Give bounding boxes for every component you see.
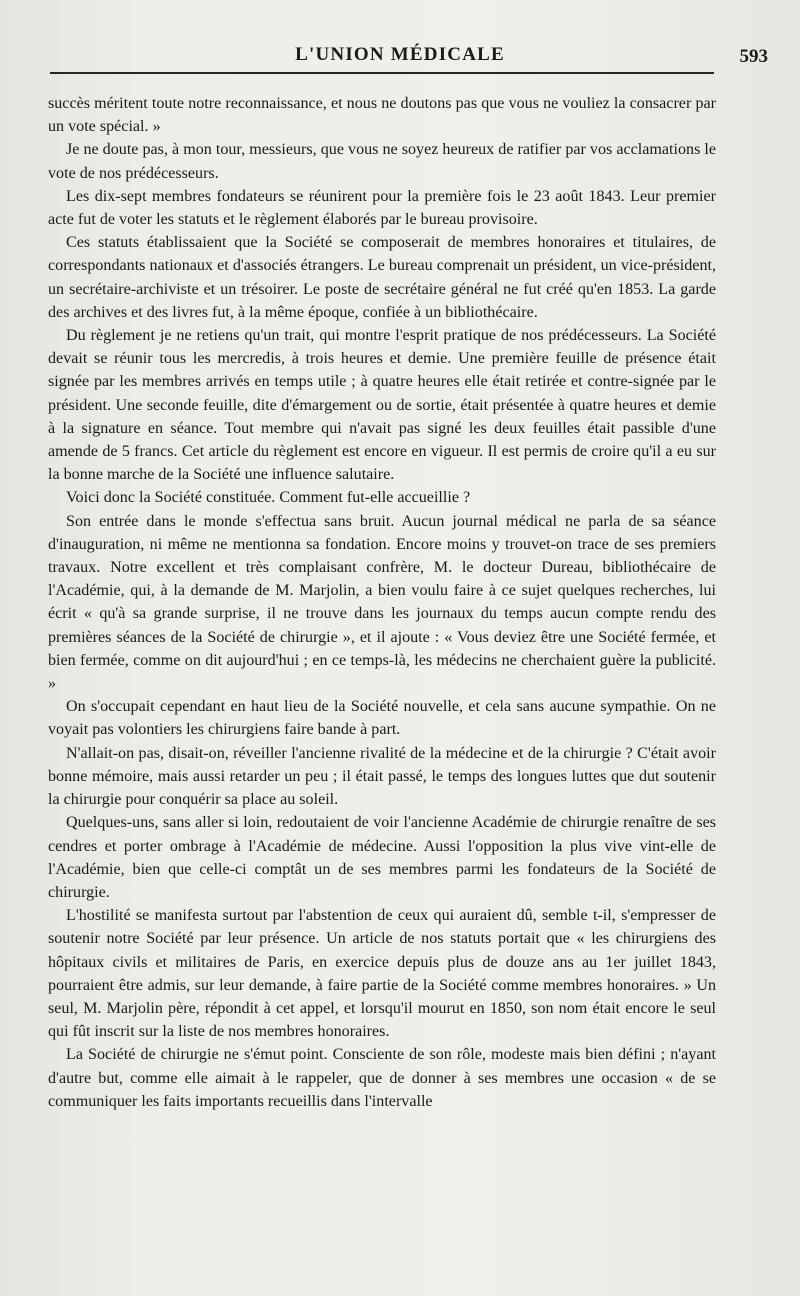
paragraph: Je ne doute pas, à mon tour, messieurs, que vous ne soyez heureux de ratifier par vos acclamations le vote de nos prédécesseurs. bbox=[48, 141, 716, 182]
paragraph: Du règlement je ne retiens qu'un trait, qui montre l'esprit pratique de nos prédécesseurs. La Société devait se réunir tous les mercredis, à trois heures et demie. Une première feuille de présence était signée par les membres arrivés en temps utile ; à quatre heures elle était retirée et contre-signée par le président. Une seconde feuille, dite d'émargement ou de sortie, était présentée à quatre heures et demie à la signature en séance. Tout membre qui n'avait pas signé les deux feuilles était passible d'une amende de 5 francs. Cet article du règlement est encore en vigueur. Il est permis de croire qu'il a eu sur la bonne marche de la Société une influence salutaire. bbox=[48, 327, 716, 484]
paragraph: N'allait-on pas, disait-on, réveiller l'ancienne rivalité de la médecine et de la chirurgie ? C'était avoir bonne mémoire, mais aussi retarder un peu ; il était passé, le temps des longues luttes que dut soutenir la chirurgie pour conquérir sa place au soleil. bbox=[48, 744, 716, 809]
paragraph: Quelques-uns, sans aller si loin, redoutaient de voir l'ancienne Académie de chirurgie renaître de ses cendres et porter ombrage à l'Académie de médecine. Aussi l'opposition la plus vive vint-elle de l'Académie, bien que celle-ci comptât un de ses membres parmi les fondateurs de la Société de chirurgie. bbox=[48, 814, 716, 901]
paragraph: Les dix-sept membres fondateurs se réunirent pour la première fois le 23 août 1843. Leur premier acte fut de voter les statuts et le règlement élaborés par le bureau provisoire. bbox=[48, 187, 716, 229]
paragraph: Voici donc la Société constituée. Comment fut-elle accueillie ? bbox=[66, 489, 471, 507]
page-number: 593 bbox=[739, 46, 768, 67]
paragraph: succès méritent toute notre reconnaissance, et nous ne doutons pas que vous ne vouliez la consacrer par un vote spécial. » bbox=[48, 95, 716, 136]
paragraph: L'hostilité se manifesta surtout par l'abstention de ceux qui auraient dû, semble t-il, s'empresser de soutenir notre Société par leur présence. Un article de nos statuts portait que « les chirurgiens des hôpitaux civils et militaires de Paris, en exercice depuis plus de douze ans au 1er juillet 1843, pourraient être admis, sur leur demande, à faire partie de la Société comme membres honoraires. » Un seul, M. Marjolin père, répondit à cet appel, et lorsqu'il mourut en 1850, son nom était encore le seul qui fût inscrit sur la liste de nos membres honoraires. bbox=[48, 907, 716, 1041]
page-header bbox=[0, 40, 800, 80]
paragraph: Ces statuts établissaient que la Société se composerait de membres honoraires et titulaires, de correspondants nationaux et d'associés étrangers. Le bureau comprenait un président, un vice-président, un secrétaire-archiviste et un trésoirer. Le poste de secrétaire général ne fut créé qu'en 1853. La garde des archives et des livres fut, à la même époque, confiée à un bibliothécaire. bbox=[48, 234, 716, 321]
paragraph: La Société de chirurgie ne s'émut point. Consciente de son rôle, modeste mais bien défini ; n'ayant d'autre but, comme elle aimait à le rappeler, que de donner à ses membres une occasion « de se communiquer les faits importants recueillis dans l'intervalle bbox=[48, 1046, 716, 1110]
running-title: L'UNION MÉDICALE bbox=[295, 44, 505, 65]
body-text bbox=[48, 92, 716, 1113]
paragraph: On s'occupait cependant en haut lieu de la Société nouvelle, et cela sans aucune sympathie. On ne voyait pas volontiers les chirurgiens faire bande à part. bbox=[48, 698, 716, 739]
paragraph: Son entrée dans le monde s'effectua sans bruit. Aucun journal médical ne parla de sa séance d'inauguration, ni même ne mentionna sa fondation. Encore moins y trouvet-on trace de ses premiers travaux. Notre excellent et très complaisant confrère, M. le docteur Dureau, bibliothécaire de l'Académie, qui, à la demande de M. Marjolin, a bien voulu faire à ce sujet quelques recherches, lui écrit « qu'à sa grande surprise, il ne trouve dans les journaux du temps aucun compte rendu des premières séances de la Société de chirurgie », et il ajoute : « Vous deviez être une Société fermée, et bien fermée, comme on dit aujourd'hui ; en ce temps-là, les médecins ne cherchaient guère la publicité. » bbox=[48, 512, 716, 693]
header-rule bbox=[50, 72, 714, 74]
